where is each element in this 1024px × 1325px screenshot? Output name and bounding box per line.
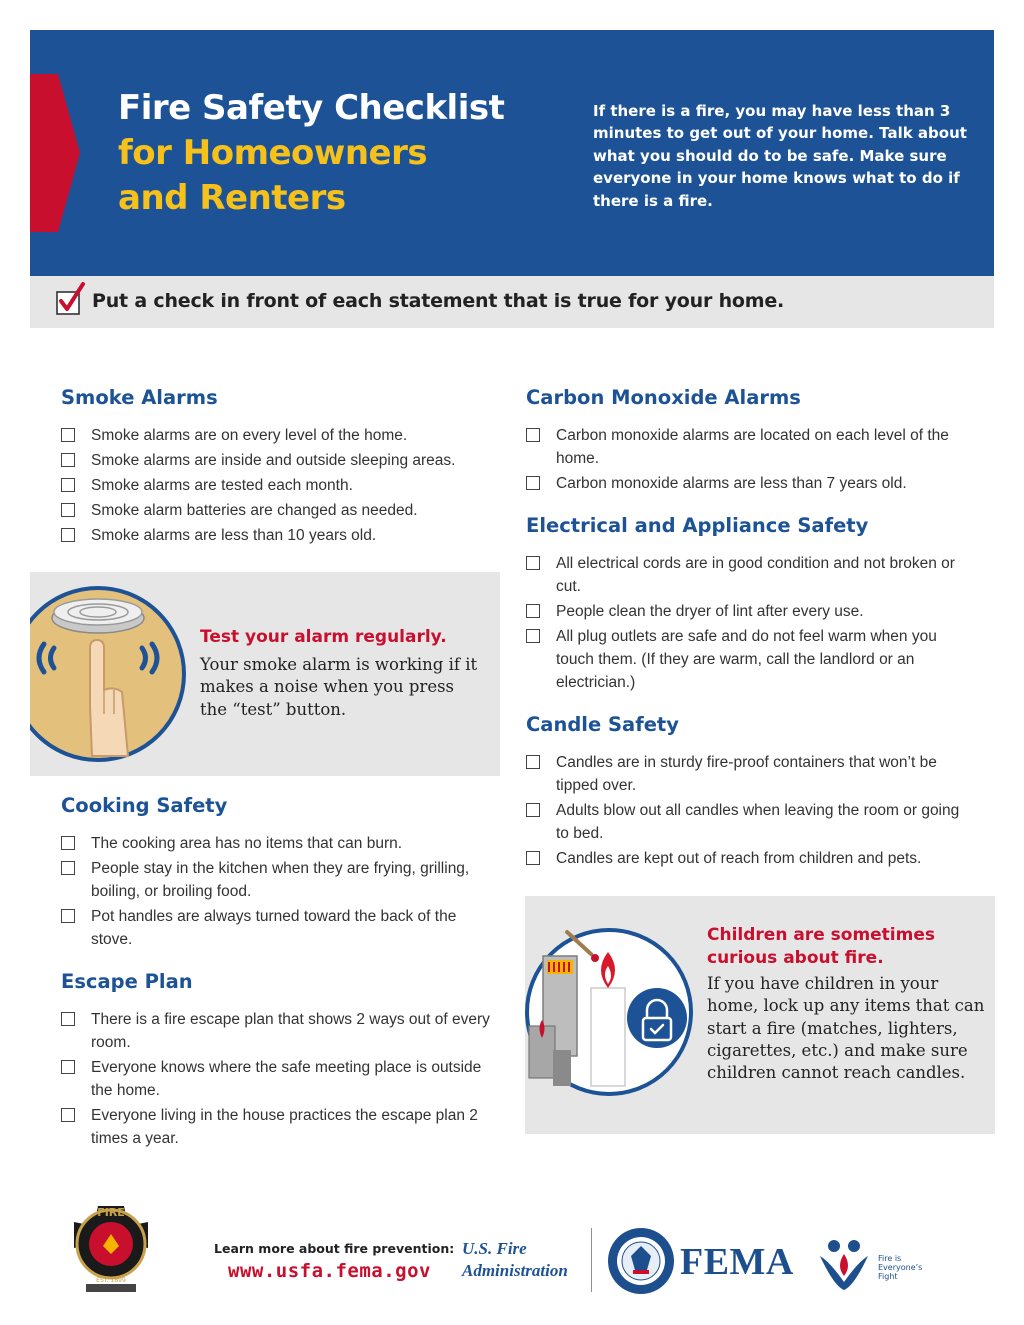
checklist-item bbox=[61, 524, 501, 547]
checkbox[interactable] bbox=[526, 803, 540, 817]
checkbox[interactable] bbox=[526, 476, 540, 490]
badge-est: EST. 1899 bbox=[96, 1277, 126, 1284]
callout-children bbox=[525, 896, 995, 1134]
checkbox[interactable] bbox=[61, 1108, 75, 1122]
item-text: Carbon monoxide alarms are less than 7 years old. bbox=[556, 475, 907, 492]
checkbox[interactable] bbox=[526, 428, 540, 442]
checkbox[interactable] bbox=[61, 528, 75, 542]
item-text: Everyone living in the house practices the escape plan 2 times a year. bbox=[91, 1107, 478, 1147]
checkbox[interactable] bbox=[61, 503, 75, 517]
callout-test-alarm bbox=[30, 572, 500, 776]
checkbox[interactable] bbox=[526, 755, 540, 769]
checkbox[interactable] bbox=[526, 851, 540, 865]
red-arrow-marker bbox=[30, 74, 80, 232]
checkbox[interactable] bbox=[526, 604, 540, 618]
section-title: Candle Safety bbox=[526, 713, 679, 736]
checklist-item bbox=[61, 424, 501, 447]
title-line-2: for Homeowners bbox=[118, 133, 428, 173]
item-text: Smoke alarms are on every level of the home. bbox=[91, 427, 408, 444]
callout-heading: Children are sometimes curious about fire. bbox=[707, 925, 935, 968]
locked-matches-candle-icon bbox=[525, 926, 695, 1106]
checkbox[interactable] bbox=[526, 629, 540, 643]
item-text: Candles are kept out of reach from children and pets. bbox=[556, 850, 922, 867]
checklist-item bbox=[61, 499, 501, 522]
checklist-item bbox=[61, 857, 501, 903]
smoke-alarm-icon bbox=[30, 586, 206, 762]
item-text: There is a fire escape plan that shows 2 ways out of every room. bbox=[91, 1011, 490, 1051]
callout-heading: Test your alarm regularly. bbox=[200, 627, 447, 647]
checkbox[interactable] bbox=[61, 1060, 75, 1074]
instruction-text: Put a check in front of each statement that is true for your home. bbox=[92, 290, 785, 312]
checkbox[interactable] bbox=[61, 909, 75, 923]
checklist-item bbox=[526, 751, 976, 797]
section-title: Electrical and Appliance Safety bbox=[526, 514, 869, 537]
fire-tagline: Fire is Everyone’s Fight bbox=[878, 1254, 923, 1281]
checkbox[interactable] bbox=[61, 1012, 75, 1026]
checklist-item bbox=[61, 1104, 501, 1150]
section-title: Cooking Safety bbox=[61, 794, 228, 817]
checkbox[interactable] bbox=[61, 478, 75, 492]
checklist-item bbox=[526, 625, 976, 694]
item-text: Smoke alarms are inside and outside sleeping areas. bbox=[91, 452, 456, 469]
usfa-line-2: Administration bbox=[462, 1261, 568, 1280]
item-text: All electrical cords are in good condition and not broken or cut. bbox=[556, 555, 955, 595]
item-text: Candles are in sturdy fire-proof containers that won’t be tipped over. bbox=[556, 754, 937, 794]
fema-logo-text: FEMA bbox=[680, 1241, 794, 1283]
item-text: The cooking area has no items that can burn. bbox=[91, 835, 403, 852]
section-title: Carbon Monoxide Alarms bbox=[526, 386, 801, 409]
checklist-item bbox=[61, 449, 501, 472]
checklist-item bbox=[61, 1056, 501, 1102]
callout-body: Your smoke alarm is working if it makes a noise when you press the “test” button. bbox=[200, 655, 478, 719]
fire-department-badge-logo bbox=[56, 1188, 166, 1298]
instruction-bar bbox=[30, 276, 994, 328]
title-line-3: and Renters bbox=[118, 178, 346, 218]
checklist-item bbox=[526, 552, 976, 598]
checklist-item bbox=[526, 799, 976, 845]
callout-body: If you have children in your home, lock up any items that can start a fire (matches, lighters, cigarettes, etc.) and make sure children cannot reach candles. bbox=[707, 974, 985, 1083]
checklist-item bbox=[526, 424, 976, 470]
badge-text: FIRE bbox=[97, 1206, 125, 1219]
section-smoke-alarms bbox=[61, 384, 501, 549]
header-banner bbox=[30, 30, 994, 276]
checklist-item bbox=[526, 472, 976, 495]
checklist-item bbox=[526, 600, 976, 623]
checkbox[interactable] bbox=[61, 861, 75, 875]
item-text: Smoke alarm batteries are changed as needed. bbox=[91, 502, 418, 519]
section-escape-plan bbox=[61, 968, 501, 1152]
checklist-item bbox=[61, 474, 501, 497]
item-text: Carbon monoxide alarms are located on each level of the home. bbox=[556, 427, 949, 467]
page-title bbox=[118, 86, 504, 221]
item-text: Smoke alarms are tested each month. bbox=[91, 477, 353, 494]
footer-divider bbox=[591, 1228, 592, 1292]
checklist-item bbox=[61, 905, 501, 951]
item-text: Pot handles are always turned toward the back of the stove. bbox=[91, 908, 457, 948]
checkbox[interactable] bbox=[526, 556, 540, 570]
checklist-item bbox=[526, 847, 976, 870]
item-text: People clean the dryer of lint after every use. bbox=[556, 603, 864, 620]
item-text: People stay in the kitchen when they are frying, grilling, boiling, or broiling food. bbox=[91, 860, 470, 900]
section-title: Smoke Alarms bbox=[61, 386, 218, 409]
item-text: Adults blow out all candles when leaving the room or going to bed. bbox=[556, 802, 960, 842]
section-electrical-safety bbox=[526, 512, 976, 696]
usfa-website-link[interactable]: www.usfa.fema.gov bbox=[228, 1260, 431, 1282]
item-text: All plug outlets are safe and do not feel warm when you touch them. (If they are warm, call the landlord or an electrician.) bbox=[556, 628, 937, 691]
checkbox[interactable] bbox=[61, 836, 75, 850]
usfa-logo-text bbox=[462, 1238, 568, 1282]
usfa-line-1: U.S. Fire bbox=[462, 1239, 527, 1258]
checklist-item bbox=[61, 832, 501, 855]
checkbox[interactable] bbox=[61, 453, 75, 467]
dhs-seal-icon bbox=[606, 1226, 676, 1296]
item-text: Smoke alarms are less than 10 years old. bbox=[91, 527, 377, 544]
fire-is-everyones-fight-logo bbox=[812, 1232, 876, 1292]
title-line-1: Fire Safety Checklist bbox=[118, 88, 505, 128]
checklist-item bbox=[61, 1008, 501, 1054]
section-candle-safety bbox=[526, 711, 976, 872]
intro-text: If there is a fire, you may have less than 3 minutes to get out of your home. Talk about what you should do to be safe. Make sure everyone in your home knows what to do if there is a fire. bbox=[593, 102, 967, 210]
item-text: Everyone knows where the safe meeting place is outside the home. bbox=[91, 1059, 482, 1099]
section-carbon-monoxide bbox=[526, 384, 976, 497]
checkbox[interactable] bbox=[61, 428, 75, 442]
section-title: Escape Plan bbox=[61, 970, 193, 993]
section-cooking-safety bbox=[61, 792, 501, 953]
learn-more-text: Learn more about fire prevention: bbox=[214, 1241, 455, 1256]
checkmark-icon bbox=[56, 282, 86, 316]
